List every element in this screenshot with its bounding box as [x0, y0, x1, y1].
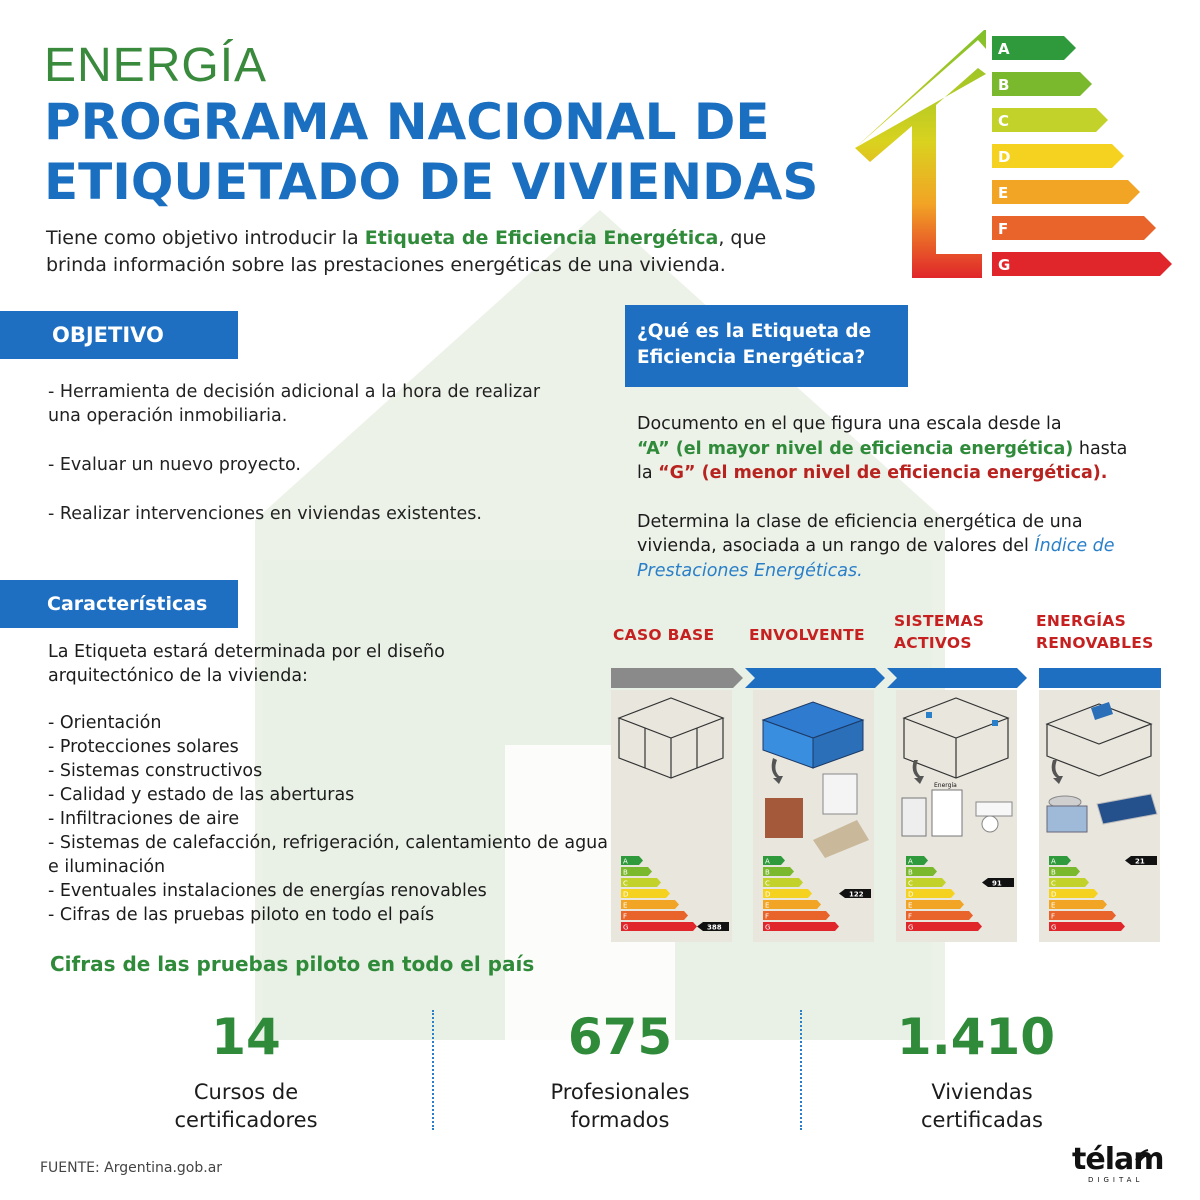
mini-scale-letter: G: [623, 923, 629, 932]
energy-scale-bar-b: [992, 72, 1092, 96]
renewable-energy-icon: [1039, 690, 1160, 942]
stage-label-caso-base: CASO BASE: [613, 626, 715, 644]
active-systems-icon: [896, 690, 1017, 942]
mini-scale-letter: D: [908, 890, 914, 899]
mini-scale-bar-f: [763, 911, 830, 920]
stat-label-profesionales: Profesionales formados: [550, 1080, 690, 1132]
energy-scale-bar-f: [992, 216, 1156, 240]
objetivo-item: - Realizar intervenciones en viviendas existentes.: [48, 504, 482, 524]
intro-text-b: , que: [718, 227, 767, 249]
que-es-p1-green: “A” (el mayor nivel de eficiencia energética): [637, 438, 1074, 459]
title-line-2: ETIQUETADO DE VIVIENDAS: [44, 153, 819, 211]
stage-label-envolvente: ENVOLVENTE: [749, 626, 865, 644]
mini-scale-value: 91: [992, 879, 1002, 888]
mini-scale-bar-g: [621, 922, 697, 931]
kicker-energia: ENERGÍA: [44, 39, 268, 92]
caracteristicas-item: - Orientación: [48, 713, 162, 733]
stat-number-cursos: 14: [211, 1008, 281, 1066]
mini-scale-letter: G: [908, 923, 914, 932]
caracteristicas-item: - Eventuales instalaciones de energías renovables: [48, 881, 487, 901]
mini-scale-letter: A: [908, 857, 913, 866]
stat-divider: [800, 1010, 802, 1130]
source-note: FUENTE: Argentina.gob.ar: [40, 1160, 223, 1176]
mini-scale-letter: G: [765, 923, 771, 932]
objetivo-item: - Herramienta de decisión adicional a la hora de realizar una operación inmobiliaria.: [48, 382, 541, 426]
objetivo-item: - Evaluar un nuevo proyecto.: [48, 455, 301, 475]
stage-label-sistemas-activos: SISTEMAS ACTIVOS: [894, 612, 985, 652]
energy-house-logo: [850, 30, 1190, 290]
svg-text:E: E: [998, 184, 1009, 202]
mini-scale-bar-f: [621, 911, 688, 920]
mini-scale-letter: C: [765, 879, 770, 888]
mini-scale-letter: C: [908, 879, 913, 888]
mini-scale-letter: C: [1051, 879, 1056, 888]
mini-scale-bar-g: [763, 922, 839, 931]
objetivo-heading: OBJETIVO: [0, 311, 238, 359]
mini-scale-letter: E: [908, 901, 913, 910]
stage-arrows: [611, 666, 1163, 690]
svg-text:G: G: [998, 256, 1011, 274]
mini-scale-letter: B: [765, 868, 770, 877]
arrow-envolvente: [745, 668, 885, 688]
mini-scale-letter: D: [1051, 890, 1057, 899]
caracteristicas-item: - Calidad y estado de las aberturas: [48, 785, 355, 805]
mini-scale-bar-e: [906, 900, 964, 909]
mini-scale-letter: E: [1051, 901, 1056, 910]
que-es-p1-red: “G” (el menor nivel de eficiencia energética).: [658, 463, 1108, 483]
mini-scale-letter: F: [908, 912, 913, 921]
telam-logo-sub: DIGITAL: [1088, 1176, 1144, 1184]
mini-scale-letter: A: [765, 857, 770, 866]
stage-label-energias-renovables: ENERGÍAS RENOVABLES: [1036, 612, 1154, 652]
house-sketch-icon: [611, 690, 732, 942]
mini-scale-value: 21: [1135, 857, 1145, 866]
energy-scale-bar-c: [992, 108, 1108, 132]
mini-scale-letter: D: [623, 890, 629, 899]
que-es-heading-line-2: Eficiencia Energética?: [637, 347, 866, 368]
mini-scale-letter: B: [908, 868, 913, 877]
mini-scale-value: 122: [849, 890, 864, 899]
intro-text: [46, 225, 866, 279]
que-es-p2-a: Determina la clase de eficiencia energética de una vivienda, asociada a un rango de valores del: [637, 511, 1083, 556]
svg-text:D: D: [998, 148, 1011, 166]
que-es-p1-b: hasta: [1073, 438, 1128, 459]
mini-scale-bar-g: [1049, 922, 1125, 931]
caracteristicas-list: [48, 711, 608, 927]
energy-scale-bar-d: [992, 144, 1124, 168]
mini-scale-bar-f: [906, 911, 973, 920]
energy-scale-bar-g: [992, 252, 1172, 276]
intro-highlight: Etiqueta de Eficiencia Energética: [364, 227, 719, 249]
telam-logo: télam: [1072, 1142, 1164, 1177]
stat-number-profesionales: 675: [567, 1008, 673, 1066]
mini-scale-bar-g: [906, 922, 982, 931]
energy-scale-bar-e: [992, 180, 1140, 204]
mini-scale-letter: F: [623, 912, 628, 921]
mini-scale-bar-e: [763, 900, 821, 909]
stage-panel-energias-renovables: [1039, 690, 1160, 942]
cifras-title: Cifras de las pruebas piloto en todo el país: [50, 952, 535, 976]
page-title: [44, 92, 818, 212]
que-es-p1-c: la: [637, 463, 659, 483]
caracteristicas-item: - Infiltraciones de aire: [48, 809, 240, 829]
mini-scale-letter: F: [1051, 912, 1056, 921]
mini-scale-letter: E: [765, 901, 770, 910]
mini-scale-bar-e: [1049, 900, 1107, 909]
mini-scale-letter: F: [765, 912, 770, 921]
stat-label-viviendas: Viviendas certificadas: [921, 1080, 1043, 1132]
arrow-caso-base: [611, 668, 743, 688]
mini-scale-letter: G: [1051, 923, 1057, 932]
mini-scale-letter: A: [1051, 857, 1056, 866]
arrow-renovables: [1039, 668, 1161, 688]
stat-label-cursos: Cursos de certificadores: [174, 1080, 318, 1132]
caracteristicas-item: - Protecciones solares: [48, 737, 239, 757]
mini-scale-letter: B: [1051, 868, 1056, 877]
caracteristicas-item: - Sistemas de calefacción, refrigeración, calentamiento de agua e iluminación: [48, 833, 608, 877]
mini-scale-letter: B: [623, 868, 628, 877]
stat-divider: [432, 1010, 434, 1130]
que-es-heading: [625, 305, 908, 387]
mini-scale-bar-f: [1049, 911, 1116, 920]
caracteristicas-heading: Características: [0, 580, 238, 628]
caracteristicas-item: - Cifras de las pruebas piloto en todo el país: [48, 905, 435, 925]
mini-scale-letter: E: [623, 901, 628, 910]
title-line-1: PROGRAMA NACIONAL DE: [44, 93, 770, 151]
que-es-p1-a: Documento en el que figura una escala desde la: [637, 414, 1062, 434]
svg-text:F: F: [998, 220, 1009, 238]
svg-text:A: A: [998, 40, 1010, 58]
stage-panel-envolvente: [753, 690, 874, 942]
stat-number-viviendas: 1.410: [896, 1008, 1056, 1066]
svg-text:B: B: [998, 76, 1010, 94]
signal-waves-icon: [1134, 1148, 1156, 1162]
svg-text:C: C: [998, 112, 1010, 130]
house-frame-icon: [855, 30, 986, 278]
envelope-materials-icon: [753, 690, 874, 942]
mini-scale-bar-e: [621, 900, 679, 909]
arrow-sistemas: [887, 668, 1027, 688]
mini-scale-letter: C: [623, 879, 628, 888]
que-es-p2-italic: Índice de Prestaciones Energéticas.: [637, 536, 1115, 581]
caracteristicas-intro: La Etiqueta estará determinada por el diseño arquitectónico de la vivienda:: [48, 642, 445, 686]
stage-panel-caso-base: [611, 690, 732, 942]
intro-text-a: Tiene como objetivo introducir la: [46, 227, 365, 249]
intro-line-2: brinda información sobre las prestaciones energéticas de una vivienda.: [46, 254, 726, 276]
mini-scale-letter: A: [623, 857, 628, 866]
que-es-text: [637, 412, 1137, 583]
stage-panel-sistemas-activos: [896, 690, 1017, 942]
objetivo-list: [48, 380, 568, 551]
mini-scale-letter: D: [765, 890, 771, 899]
caracteristicas-item: - Sistemas constructivos: [48, 761, 263, 781]
svg-text:Energía: Energía: [934, 782, 957, 789]
energy-scale-bar-a: [992, 36, 1076, 60]
que-es-heading-line-1: ¿Qué es la Etiqueta de: [637, 321, 872, 342]
mini-scale-value: 388: [707, 923, 722, 932]
